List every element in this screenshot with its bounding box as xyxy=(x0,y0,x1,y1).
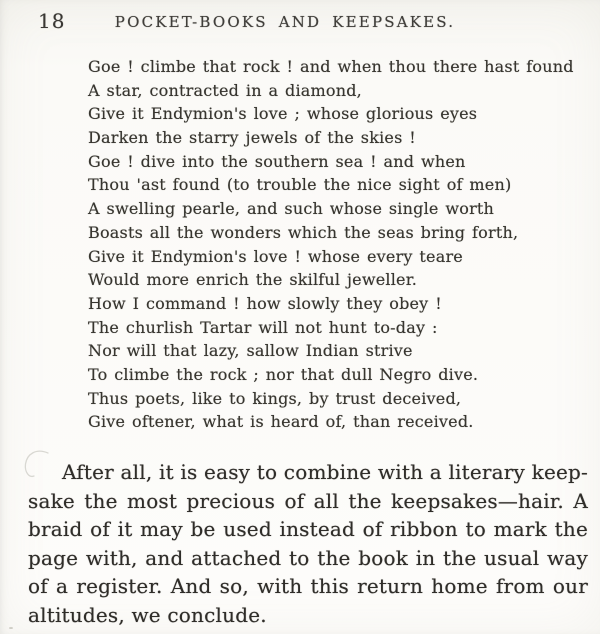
poem-line: Goe ! dive into the southern sea ! and when xyxy=(88,151,466,171)
poem-line: Would more enrich the skilful jeweller. xyxy=(88,270,418,290)
prose-line: page with, and attached to the book in the usual way xyxy=(28,545,588,570)
poem-line: Nor will that lazy, sallow Indian strive xyxy=(88,341,413,361)
prose-line: altitudes, we conclude. xyxy=(28,602,267,627)
poem-line: Goe ! climbe that rock ! and when thou there hast found xyxy=(88,57,574,76)
prose-line: After all, it is easy to combine with a literary keep- xyxy=(62,460,588,484)
poem-line: Give it Endymion's love ! whose every teare xyxy=(88,246,463,266)
poem-line: Thou 'ast found (to trouble the nice sight of men) xyxy=(88,175,512,195)
prose-line: of a register. And so, with this return home from our xyxy=(28,574,588,598)
poem-block xyxy=(88,55,574,434)
poem-line: A swelling pearle, and such whose single worth xyxy=(88,199,495,219)
poem-line: Give it Endymion's love ; whose glorious eyes xyxy=(88,104,478,124)
poem-line: To climbe the rock ; nor that dull Negro dive. xyxy=(88,364,479,384)
poem-line: Give oftener, what is heard of, than received. xyxy=(88,412,474,432)
poem-line: Boasts all the wonders which the seas bring forth, xyxy=(88,222,519,242)
poem-line: A star, contracted in a diamond, xyxy=(88,80,362,100)
running-header-title: POCKET-BOOKS AND KEEPSAKES. xyxy=(114,13,456,31)
pencil-mark-artifact xyxy=(16,446,58,488)
poem-line: How I command ! how slowly they obey ! xyxy=(88,293,442,313)
poem-line: Darken the starry jewels of the skies ! xyxy=(88,128,416,148)
page-number: 18 xyxy=(38,9,66,33)
scan-speck-artifact xyxy=(9,627,13,629)
prose-line: braid of it may be used instead of ribbon to mark the xyxy=(28,517,588,541)
prose-line: sake the most precious of all the keepsakes—hair. A xyxy=(28,488,588,513)
poem-line: Thus poets, like to kings, by trust deceived, xyxy=(88,388,462,408)
poem-line: The churlish Tartar will not hunt to-day : xyxy=(88,317,438,337)
prose-paragraph xyxy=(28,458,588,629)
